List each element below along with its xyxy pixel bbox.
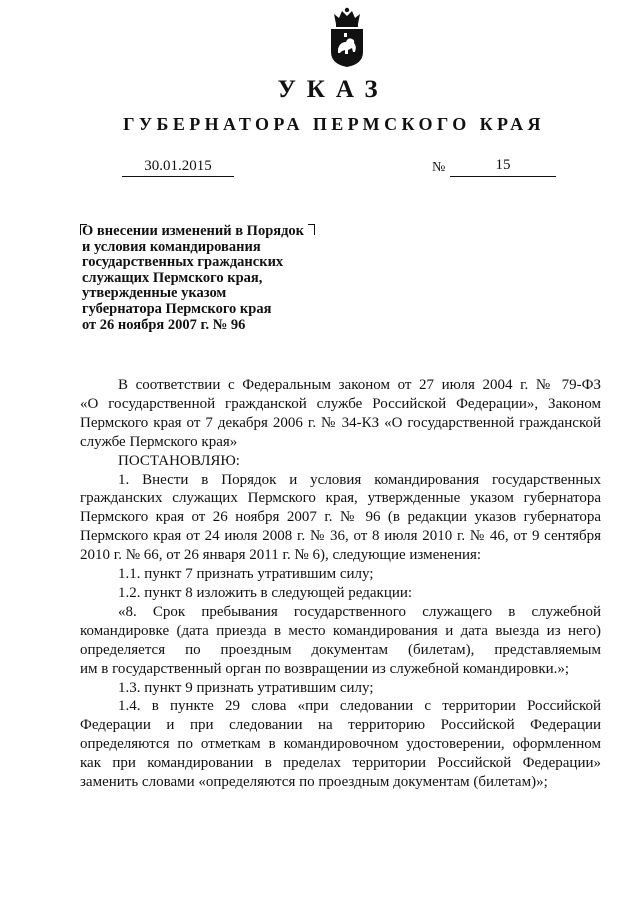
decree-body bbox=[80, 376, 601, 792]
text-line: Федерации и при следовании на территорию Российской Федерации bbox=[80, 717, 601, 734]
subject-line: служащих Пермского края, bbox=[82, 269, 263, 286]
coat-of-arms-emblem bbox=[328, 6, 366, 68]
document-subtitle: ГУБЕРНАТОРА ПЕРМСКОГО КРАЯ bbox=[123, 114, 545, 134]
item-1-3: 1.3. пункт 9 признать утратившим силу; bbox=[118, 679, 374, 696]
text-line: гражданских служащих Пермского края, утвержденные указом губернатора bbox=[80, 490, 601, 507]
text-line: определяется по проездным документам (билетам), представляемым bbox=[80, 641, 601, 658]
subject-line: и условия командирования bbox=[82, 238, 261, 255]
text-line: Пермского края от 24 июля 2008 г. № 36, от 8 июля 2010 г. № 46, от 9 сентября bbox=[80, 528, 601, 545]
text-line: 1.4. в пункте 29 слова «при следовании с территории Российской bbox=[118, 698, 601, 715]
preamble-paragraph bbox=[80, 376, 601, 452]
decree-date: 30.01.2015 bbox=[144, 158, 212, 174]
date-underline bbox=[122, 176, 234, 177]
decree-number: 15 bbox=[495, 157, 511, 173]
text-line: командировке (дата приезда в место командирования и дата выезда из него) bbox=[80, 622, 601, 639]
decree-subject bbox=[82, 224, 332, 333]
item-1-1: 1.1. пункт 7 признать утратившим силу; bbox=[118, 566, 374, 583]
text-line: им в государственный орган по возвращении из служебной командировки.»; bbox=[80, 660, 570, 677]
decree-word: ПОСТАНОВЛЯЮ: bbox=[118, 452, 240, 469]
text-line: Пермского края от 7 декабря 2006 г. № 34-КЗ «О государственной гражданской bbox=[80, 414, 601, 431]
text-line: 2010 г. № 66, от 26 января 2011 г. № 6), следующие изменения: bbox=[80, 547, 482, 564]
document-title: УКАЗ bbox=[277, 76, 389, 103]
item-8-quote-paragraph bbox=[80, 603, 601, 679]
number-underline bbox=[450, 176, 556, 177]
item-1-2: 1.2. пункт 8 изложить в следующей редакции: bbox=[118, 584, 413, 601]
subject-line: губернатора Пермского края bbox=[82, 300, 272, 317]
subject-line: от 26 ноября 2007 г. № 96 bbox=[82, 316, 246, 333]
text-line: Пермского края от 26 ноября 2007 г. № 96 (в редакции указов губернатора bbox=[80, 509, 601, 526]
subject-line: О внесении изменений в Порядок bbox=[82, 223, 305, 239]
text-line: определяются по отметкам в командировочном удостоверении, оформленном bbox=[80, 736, 601, 753]
text-line: 1. Внести в Порядок и условия командирования государственных bbox=[118, 471, 601, 488]
text-line: В соответствии с Федеральным законом от 27 июля 2004 г. № 79-ФЗ bbox=[118, 377, 601, 393]
text-line: службе Пермского края» bbox=[80, 433, 238, 450]
text-line: «О государственной гражданской службе Российской Федерации», Законом bbox=[80, 395, 601, 412]
item-1-4-paragraph bbox=[80, 697, 601, 792]
item-1-paragraph bbox=[80, 471, 601, 566]
text-line: «8. Срок пребывания государственного служащего в служебной bbox=[118, 603, 601, 620]
text-line: как при командировании в пределах территории Российской Федерации» bbox=[80, 755, 601, 772]
number-sign: № bbox=[432, 160, 446, 175]
subject-line: утвержденные указом bbox=[82, 285, 227, 302]
subject-line: государственных гражданских bbox=[82, 254, 284, 271]
text-line: заменить словами «определяются по проездным документам (билетам)»; bbox=[80, 774, 548, 791]
